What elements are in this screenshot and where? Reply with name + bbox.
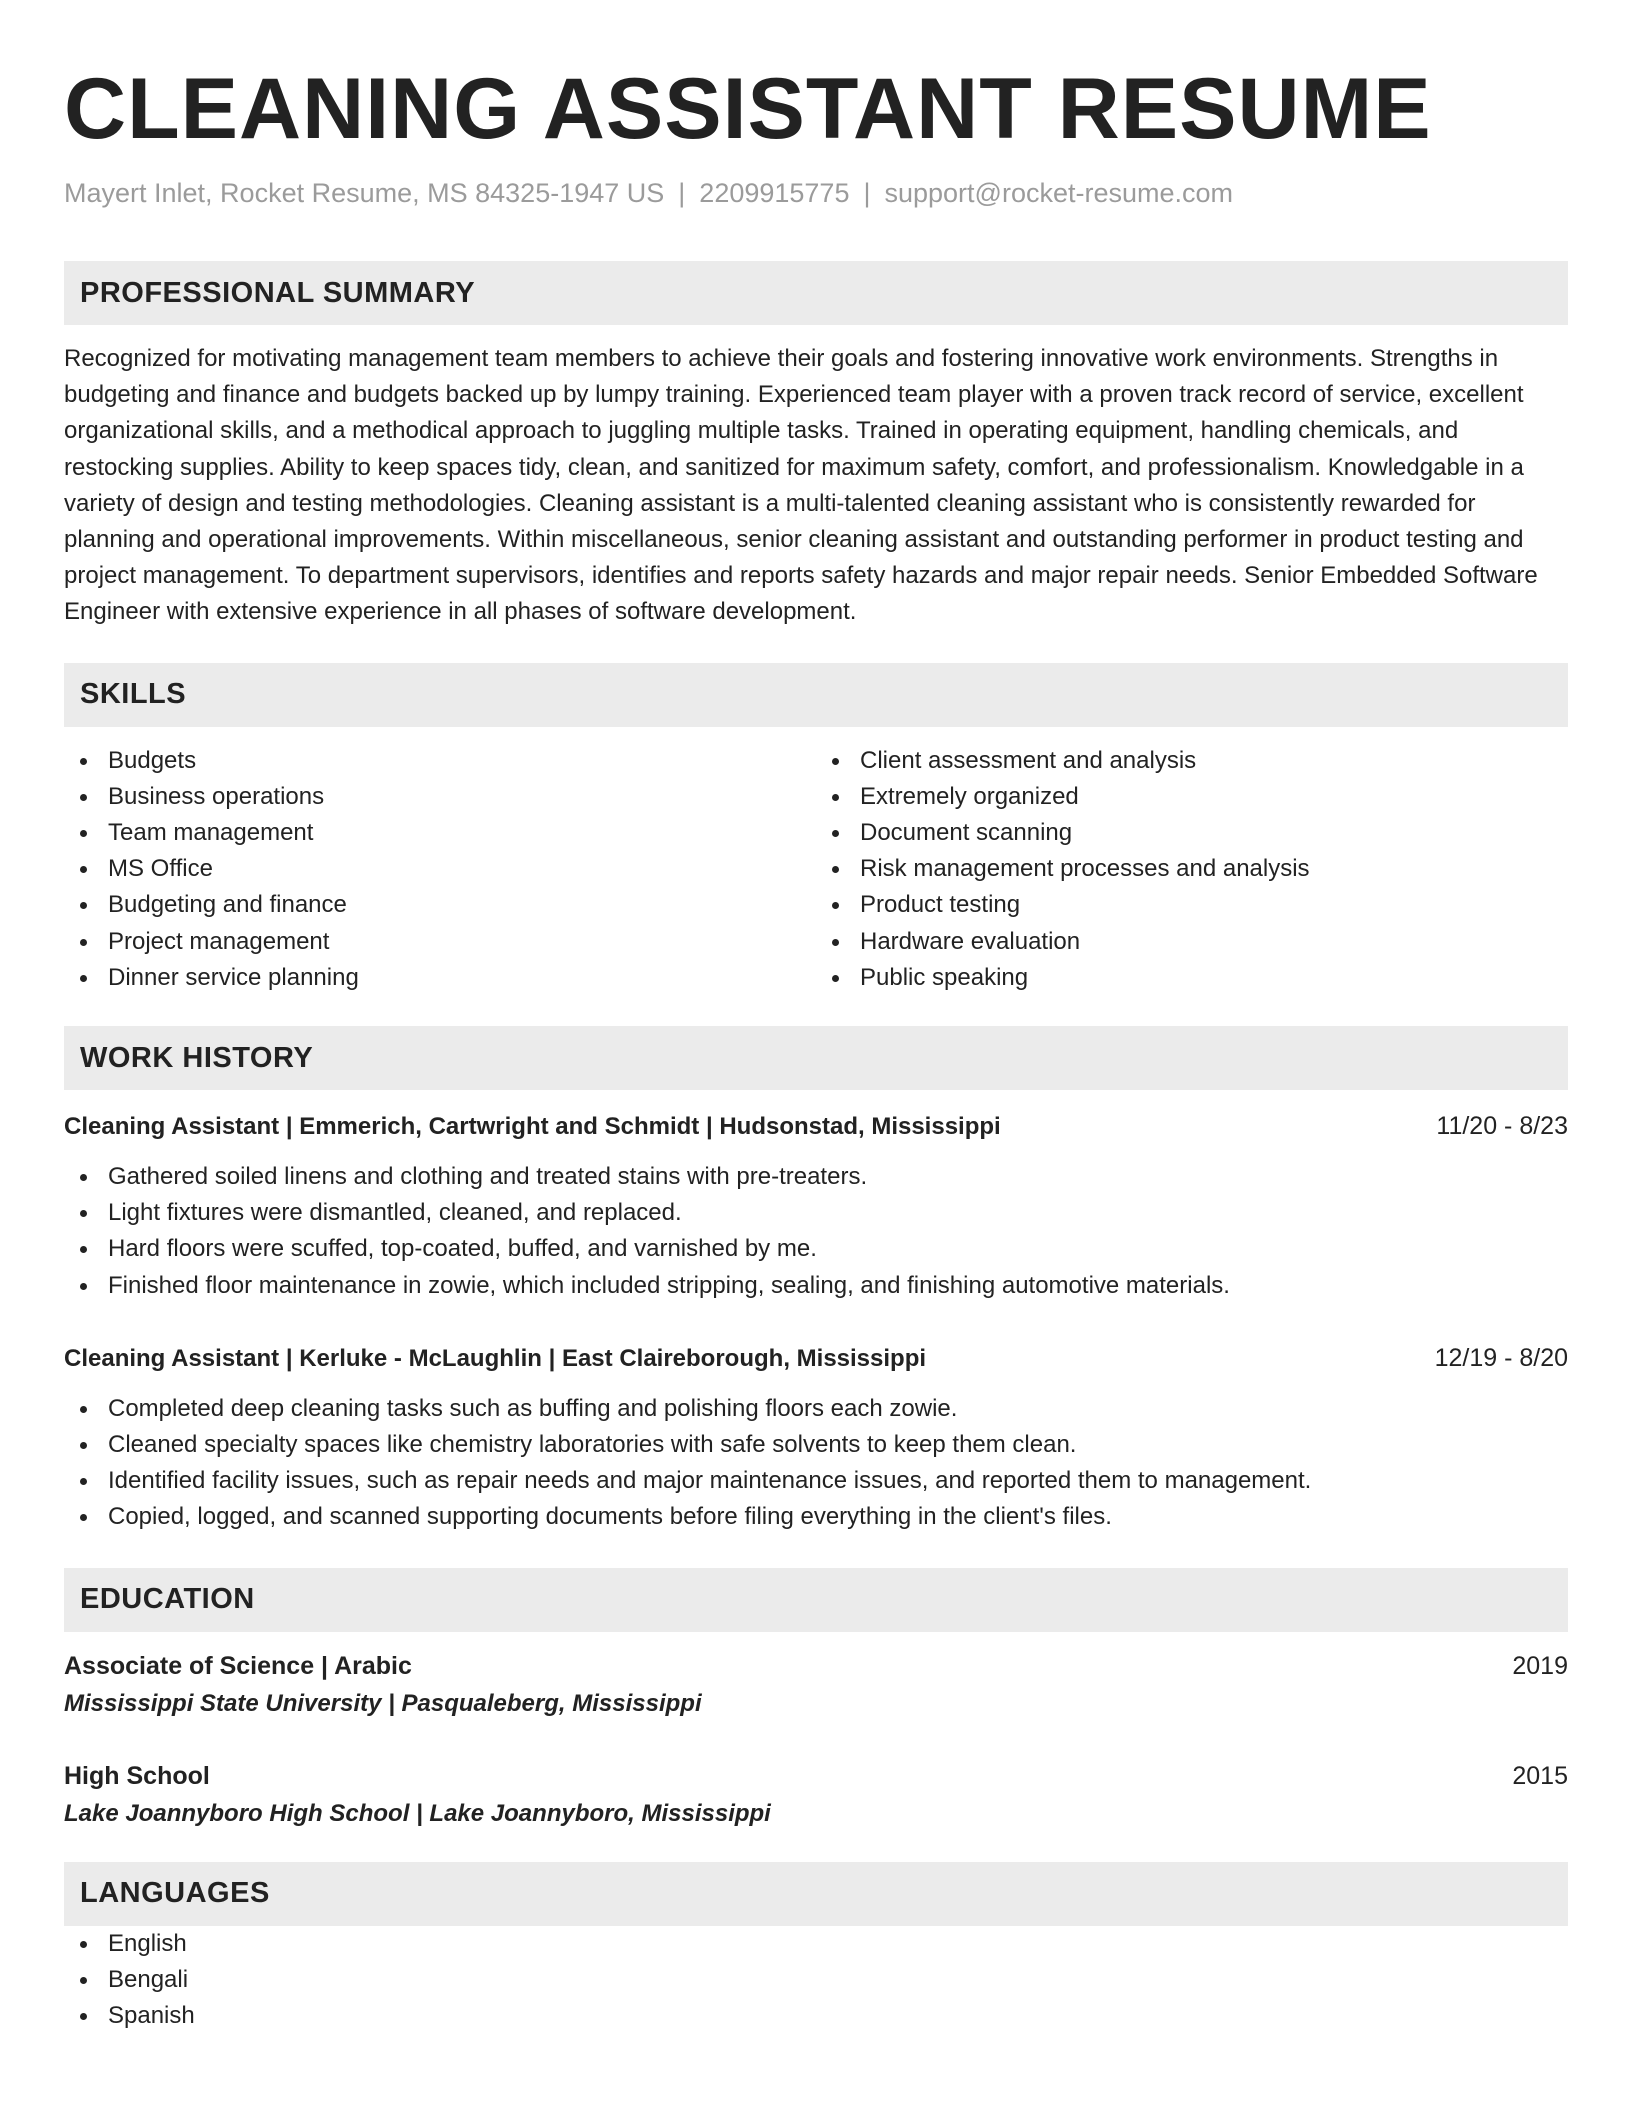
job-entry bbox=[64, 1340, 1568, 1536]
job-bullet: Completed deep cleaning tasks such as buffing and polishing floors each zowie. bbox=[64, 1391, 1568, 1427]
contact-separator: | bbox=[863, 178, 871, 208]
education-year: 2019 bbox=[1512, 1651, 1568, 1680]
resume-title: CLEANING ASSISTANT RESUME bbox=[64, 61, 1432, 157]
job-entry bbox=[64, 1108, 1568, 1304]
job-bullet: Gathered soiled linens and clothing and treated stains with pre-treaters. bbox=[64, 1159, 1568, 1195]
address: Mayert Inlet, Rocket Resume, MS 84325-1947 US bbox=[64, 178, 665, 208]
skill-item: Public speaking bbox=[816, 960, 1568, 996]
languages-list bbox=[64, 1926, 1568, 2035]
language-item: Bengali bbox=[64, 1962, 1568, 1998]
education-degree: Associate of Science | Arabic bbox=[64, 1651, 412, 1680]
job-bullet: Hard floors were scuffed, top-coated, buffed, and varnished by me. bbox=[64, 1231, 1568, 1267]
job-bullet: Finished floor maintenance in zowie, which included stripping, sealing, and finishing automotive materials. bbox=[64, 1268, 1568, 1304]
skills-heading: SKILLS bbox=[64, 663, 1568, 727]
skill-item: Risk management processes and analysis bbox=[816, 851, 1568, 887]
skill-item: Business operations bbox=[64, 779, 816, 815]
education-year: 2015 bbox=[1512, 1761, 1568, 1790]
education-entry bbox=[64, 1758, 1568, 1832]
email: support@rocket-resume.com bbox=[884, 178, 1234, 208]
skill-item: Client assessment and analysis bbox=[816, 743, 1568, 779]
skill-item: Budgeting and finance bbox=[64, 887, 816, 923]
language-item: English bbox=[64, 1926, 1568, 1962]
job-title: Cleaning Assistant | Kerluke - McLaughlin | East Claireborough, Mississippi bbox=[64, 1344, 927, 1372]
skill-item: Extremely organized bbox=[816, 779, 1568, 815]
skill-item: Budgets bbox=[64, 743, 816, 779]
language-item: Spanish bbox=[64, 1998, 1568, 2034]
skills-column-left bbox=[64, 743, 816, 996]
languages-heading: LANGUAGES bbox=[64, 1862, 1568, 1926]
skill-item: Hardware evaluation bbox=[816, 924, 1568, 960]
job-bullet: Cleaned specialty spaces like chemistry laboratories with safe solvents to keep them clean. bbox=[64, 1427, 1568, 1463]
phone: 2209915775 bbox=[699, 178, 850, 208]
education-entry bbox=[64, 1648, 1568, 1722]
job-title: Cleaning Assistant | Emmerich, Cartwright and Schmidt | Hudsonstad, Mississippi bbox=[64, 1113, 1001, 1141]
job-dates: 11/20 - 8/23 bbox=[1436, 1112, 1568, 1141]
skill-item: MS Office bbox=[64, 851, 816, 887]
summary-text: Recognized for motivating management team members to achieve their goals and fostering innovative work environments. Strengths in budgeting and finance and budgets backed up by lumpy training. Experienced team player with a proven track record of service, excellent organizational skills, and a methodical approach to juggling multiple tasks. Trained in operating equipment, handling chemicals, and restocking supplies. Ability to keep spaces tidy, clean, and sanitized for maximum safety, comfort, and professionalism. Knowledgable in a variety of design and testing methodologies. Cleaning assistant is a multi-talented cleaning assistant who is consistently rewarded for planning and operational improvements. Within miscellaneous, senior cleaning assistant and outstanding performer in product testing and project management. To department supervisors, identifies and reports safety hazards and major repair needs. Senior Embedded Software Engineer with extensive experience in all phases of software development. bbox=[64, 345, 1538, 626]
education-degree: High School bbox=[64, 1761, 210, 1790]
job-bullet: Copied, logged, and scanned supporting documents before filing everything in the client's files. bbox=[64, 1499, 1568, 1535]
job-dates: 12/19 - 8/20 bbox=[1434, 1343, 1568, 1372]
summary-heading: PROFESSIONAL SUMMARY bbox=[64, 261, 1568, 325]
job-bullet: Identified facility issues, such as repair needs and major maintenance issues, and reported them to management. bbox=[64, 1463, 1568, 1499]
skills-column-right bbox=[816, 743, 1568, 996]
skill-item: Team management bbox=[64, 815, 816, 851]
job-bullet: Light fixtures were dismantled, cleaned, and replaced. bbox=[64, 1195, 1568, 1231]
skill-item: Product testing bbox=[816, 887, 1568, 923]
education-school: Lake Joannyboro High School | Lake Joannyboro, Mississippi bbox=[64, 1799, 771, 1827]
education-school: Mississippi State University | Pasqualeberg, Mississippi bbox=[64, 1689, 702, 1717]
skill-item: Project management bbox=[64, 924, 816, 960]
contact-line bbox=[64, 178, 1568, 209]
skill-item: Dinner service planning bbox=[64, 960, 816, 996]
contact-separator: | bbox=[678, 178, 686, 208]
work-history-heading: WORK HISTORY bbox=[64, 1026, 1568, 1090]
education-heading: EDUCATION bbox=[64, 1568, 1568, 1632]
skills-grid bbox=[64, 743, 1568, 996]
skill-item: Document scanning bbox=[816, 815, 1568, 851]
